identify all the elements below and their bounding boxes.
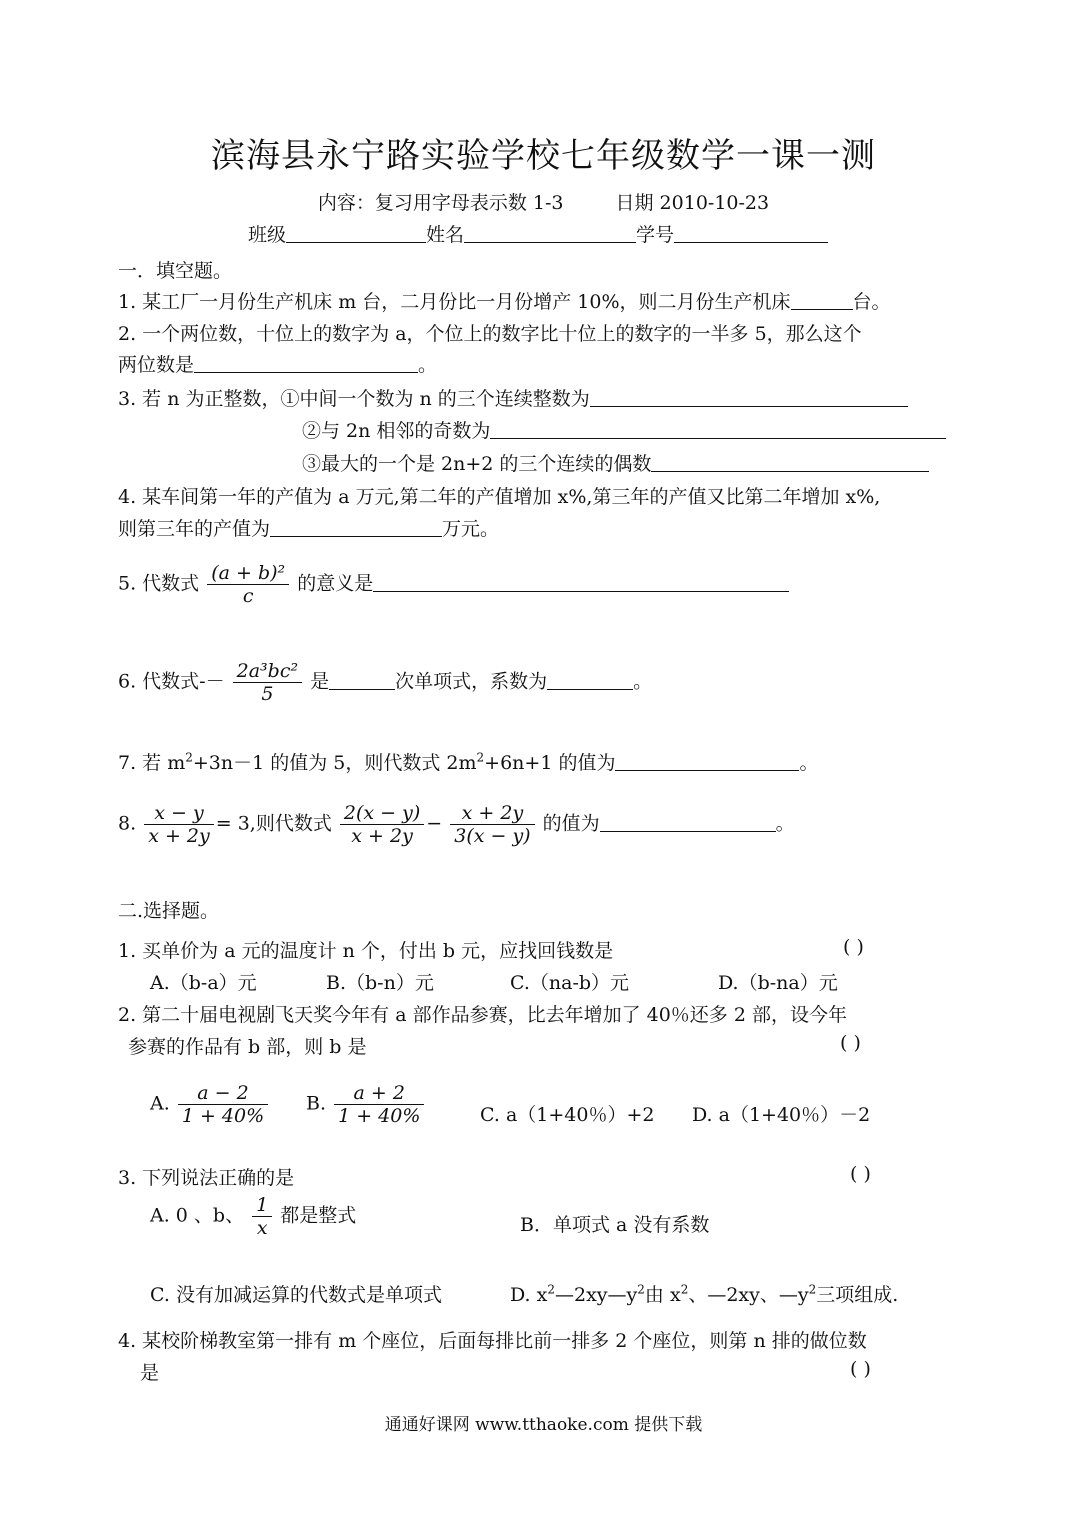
s2-question-2-line1: 2. 第二十届电视剧飞天奖今年有 a 部作品参赛，比去年增加了 40％还多 2 部，设今年 <box>118 1004 847 1026</box>
s2-q3-option-d: D. $x^2—2xy—y^2$由 $x^2$、—2xy、$—y^2$三项组成. <box>510 1282 899 1306</box>
s2-question-4-line2: 是 <box>140 1362 160 1384</box>
s2-q2-option-a: A. $\frac{a - 2}{1 + 40\%}$ <box>150 1082 270 1127</box>
s2-q1-option-c: C.（na-b）元 <box>510 972 630 994</box>
fraction: $\frac{\text{(a + b)²}}{c}$ <box>207 562 289 607</box>
s2-q3-option-a: A. 0 、b、 $\frac{1}{x}$ 都是整式 <box>150 1194 357 1239</box>
s1-question-3-line3: ③最大的一个是 2n+2 的三个连续的偶数 <box>302 449 929 476</box>
s2-question-4-line1: 4. 某校阶梯教室第一排有 m 个座位，后面每排比前一排多 2 个座位，则第 n 排的做位数 <box>118 1330 867 1352</box>
student-info-row <box>248 220 828 247</box>
s1-q6-blank-2[interactable] <box>547 671 633 690</box>
s1-q3-blank-1[interactable] <box>590 388 908 407</box>
s2-q2-option-c: C. a（1+40％）+2 <box>480 1104 655 1126</box>
fraction: $\frac{a - 2}{1 + 40\%}$ <box>178 1082 268 1127</box>
s1-q3-blank-3[interactable] <box>651 453 929 472</box>
s1-q1-blank[interactable] <box>791 291 853 310</box>
fraction: $\frac{a + 2}{1 + 40\%}$ <box>334 1082 424 1127</box>
class-label: 班级 <box>248 224 287 246</box>
s1-q3-blank-2[interactable] <box>490 420 946 439</box>
s2-q3-answer-paren[interactable]: ( ) <box>850 1163 871 1185</box>
s2-q1-option-b: B.（b-n）元 <box>326 972 434 994</box>
s1-q7-blank[interactable] <box>615 752 799 771</box>
s2-q3-option-b: B．单项式 a 没有系数 <box>520 1214 710 1236</box>
date-label: 日期 2010-10-23 <box>615 192 770 214</box>
s1-question-7: 7. 若 $m^2+3n-1$ 的值为 5，则代数式 $2m^2+6n+1$ 的值为 。 <box>118 750 819 774</box>
section2-heading: 二.选择题。 <box>118 900 220 922</box>
fraction: $\frac{\text{2a³bc²}}{5}$ <box>233 660 302 705</box>
s1-question-2-line2: 两位数是 。 <box>118 354 438 376</box>
s1-q2-blank[interactable] <box>194 354 418 373</box>
s1-question-4-line2: 则第三年的产值为 万元。 <box>118 518 500 540</box>
class-blank[interactable] <box>286 224 426 243</box>
s1-q6-blank-1[interactable] <box>329 671 395 690</box>
s2-question-1: 1. 买单价为 a 元的温度计 n 个，付出 b 元，应找回钱数是 <box>118 940 614 962</box>
subtitle <box>0 188 1087 215</box>
s1-question-3-line1: 3. 若 n 为正整数，①中间一个数为 n 的三个连续整数为 <box>118 384 908 411</box>
s2-q2-option-b: B. $\frac{a + 2}{1 + 40\%}$ <box>306 1082 426 1127</box>
s1-question-3-line2: ②与 2n 相邻的奇数为 <box>302 416 946 443</box>
s1-question-1: 1. 某工厂一月份生产机床 m 台，二月份比一月份增产 10%，则二月份生产机床 台。 <box>118 291 891 313</box>
name-label: 姓名 <box>426 224 465 246</box>
s1-q4-blank[interactable] <box>270 518 442 537</box>
s1-question-5: 5. 代数式 $\frac{\text{(a + b)²}}{c}$ 的意义是 <box>118 562 789 607</box>
s2-q1-option-d: D.（b-na）元 <box>718 972 838 994</box>
id-label: 学号 <box>636 224 675 246</box>
s2-q1-option-a: A.（b-a）元 <box>150 972 257 994</box>
fraction: $\frac{2(x - y)}{x + 2y}$ <box>340 802 424 847</box>
name-blank[interactable] <box>464 224 636 243</box>
section1-heading: 一．填空题。 <box>118 260 233 282</box>
s2-question-2-line2: 参赛的作品有 b 部，则 b 是 <box>128 1036 367 1058</box>
s2-q1-answer-paren[interactable]: ( ) <box>843 936 864 958</box>
s1-question-4-line1: 4. 某车间第一年的产值为 a 万元,第二年的产值增加 x%,第三年的产值又比第二年增加 x%, <box>118 486 881 508</box>
s2-q2-option-d: D. a（1+40％）－2 <box>692 1104 871 1126</box>
page-footer: 通通好课网 www.tthaoke.com 提供下载 <box>384 1415 703 1435</box>
s1-q5-blank[interactable] <box>373 573 789 592</box>
s2-q4-answer-paren[interactable]: ( ) <box>850 1358 871 1380</box>
id-blank[interactable] <box>674 224 828 243</box>
s1-question-2-line1: 2. 一个两位数，十位上的数字为 a，个位上的数字比十位上的数字的一半多 5，那么这个 <box>118 323 862 345</box>
content-label: 内容：复习用字母表示数 1-3 <box>317 192 564 214</box>
fraction: $\frac{x - y}{x + 2y}$ <box>144 802 214 847</box>
fraction: $\frac{x + 2y}{3(x - y)}$ <box>450 802 534 847</box>
s1-question-6: 6. 代数式-－ $\frac{\text{2a³bc²}}{5}$ 是 次单项式，系数为 。 <box>118 660 653 705</box>
s2-q3-option-c: C. 没有加减运算的代数式是单项式 <box>150 1284 442 1306</box>
s2-q2-answer-paren[interactable]: ( ) <box>840 1032 861 1054</box>
fraction: $\frac{1}{x}$ <box>252 1194 272 1239</box>
s1-q8-blank[interactable] <box>600 813 776 832</box>
s2-question-3: 3. 下列说法正确的是 <box>118 1167 295 1189</box>
page-title: 滨海县永宁路实验学校七年级数学一课一测 <box>211 136 876 176</box>
s1-question-8: 8. $\frac{x - y}{x + 2y}$ = 3,则代数式 $\frac{2(x - y)}{x + 2y}$ − $\frac{x + 2y}{3(x - y)}$ 的值为 。 <box>118 802 795 847</box>
